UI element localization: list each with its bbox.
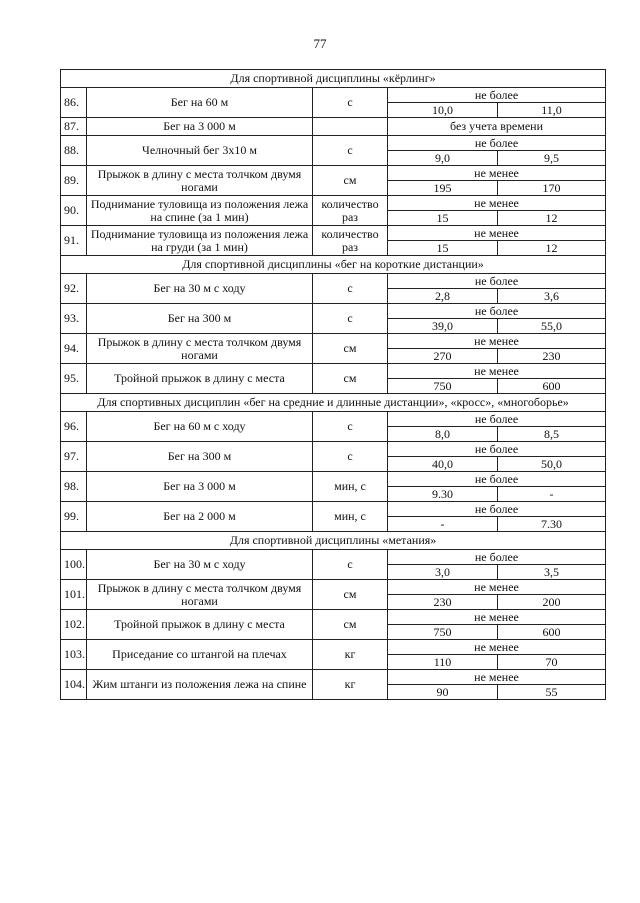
exercise-name: Прыжок в длину с места толчком двумя ногами — [87, 580, 313, 610]
section-header-row — [61, 394, 606, 412]
value-cell: 750 — [388, 379, 498, 394]
exercise-name: Прыжок в длину с места толчком двумя ногами — [87, 166, 313, 196]
row-number: 104. — [61, 670, 87, 700]
unit-cell: количество раз — [313, 196, 388, 226]
condition-cell: не менее — [388, 364, 606, 379]
unit-cell: мин, с — [313, 472, 388, 502]
table-row — [61, 226, 606, 241]
condition-cell: не более — [388, 274, 606, 289]
exercise-name: Бег на 3 000 м — [87, 118, 313, 136]
exercise-name: Прыжок в длину с места толчком двумя ногами — [87, 334, 313, 364]
unit-cell: см — [313, 580, 388, 610]
value-cell: 600 — [498, 379, 606, 394]
exercise-name: Тройной прыжок в длину с места — [87, 610, 313, 640]
condition-cell: не менее — [388, 670, 606, 685]
table-row — [61, 502, 606, 517]
row-number: 99. — [61, 502, 87, 532]
value-cell: - — [498, 487, 606, 502]
value-cell: 9,0 — [388, 151, 498, 166]
unit-cell: с — [313, 304, 388, 334]
value-cell: 15 — [388, 211, 498, 226]
exercise-name: Бег на 30 м с ходу — [87, 274, 313, 304]
value-cell: 195 — [388, 181, 498, 196]
unit-cell: мин, с — [313, 502, 388, 532]
value-cell: 8,5 — [498, 427, 606, 442]
table-row — [61, 196, 606, 211]
value-cell: 50,0 — [498, 457, 606, 472]
condition-cell: не менее — [388, 226, 606, 241]
value-cell: 15 — [388, 241, 498, 256]
value-cell: - — [388, 517, 498, 532]
table-row — [61, 640, 606, 655]
table-row — [61, 472, 606, 487]
condition-cell: не более — [388, 304, 606, 319]
value-cell: 3,0 — [388, 565, 498, 580]
row-number: 96. — [61, 412, 87, 442]
table-body — [61, 70, 606, 700]
unit-cell: с — [313, 442, 388, 472]
condition-cell: не менее — [388, 610, 606, 625]
value-cell: 9,5 — [498, 151, 606, 166]
value-cell: 70 — [498, 655, 606, 670]
table-row — [61, 412, 606, 427]
value-cell: 12 — [498, 211, 606, 226]
table-row — [61, 118, 606, 136]
row-number: 89. — [61, 166, 87, 196]
row-number: 98. — [61, 472, 87, 502]
value-cell: 3,5 — [498, 565, 606, 580]
table-row — [61, 274, 606, 289]
condition-cell: не менее — [388, 640, 606, 655]
table-row — [61, 166, 606, 181]
table-row — [61, 364, 606, 379]
exercise-name: Бег на 300 м — [87, 442, 313, 472]
exercise-name: Бег на 300 м — [87, 304, 313, 334]
condition-cell: не более — [388, 472, 606, 487]
exercise-name: Поднимание туловища из положения лежа на спине (за 1 мин) — [87, 196, 313, 226]
unit-cell: см — [313, 610, 388, 640]
condition-cell: не менее — [388, 166, 606, 181]
exercise-name: Поднимание туловища из положения лежа на груди (за 1 мин) — [87, 226, 313, 256]
value-cell: 12 — [498, 241, 606, 256]
value-cell: 110 — [388, 655, 498, 670]
condition-cell: не более — [388, 502, 606, 517]
row-number: 101. — [61, 580, 87, 610]
table-row — [61, 334, 606, 349]
condition-cell: без учета времени — [388, 118, 606, 136]
condition-cell: не менее — [388, 334, 606, 349]
row-number: 91. — [61, 226, 87, 256]
section-header-row — [61, 532, 606, 550]
value-cell: 39,0 — [388, 319, 498, 334]
row-number: 92. — [61, 274, 87, 304]
table-row — [61, 304, 606, 319]
value-cell: 55 — [498, 685, 606, 700]
condition-cell: не более — [388, 88, 606, 103]
table-row — [61, 550, 606, 565]
row-number: 86. — [61, 88, 87, 118]
value-cell: 40,0 — [388, 457, 498, 472]
value-cell: 200 — [498, 595, 606, 610]
unit-cell: кг — [313, 640, 388, 670]
exercise-name: Тройной прыжок в длину с места — [87, 364, 313, 394]
unit-cell: см — [313, 334, 388, 364]
section-header-row — [61, 256, 606, 274]
exercise-name: Челночный бег 3х10 м — [87, 136, 313, 166]
value-cell: 9.30 — [388, 487, 498, 502]
value-cell: 270 — [388, 349, 498, 364]
condition-cell: не более — [388, 550, 606, 565]
table-row — [61, 670, 606, 685]
table-row — [61, 442, 606, 457]
row-number: 90. — [61, 196, 87, 226]
table-row — [61, 88, 606, 103]
condition-cell: не более — [388, 136, 606, 151]
value-cell: 10,0 — [388, 103, 498, 118]
exercise-name: Бег на 3 000 м — [87, 472, 313, 502]
section-title: Для спортивной дисциплины «метания» — [61, 532, 606, 550]
section-title: Для спортивных дисциплин «бег на средние и длинные дистанции», «кросс», «многоборье» — [61, 394, 606, 412]
exercise-name: Приседание со штангой на плечах — [87, 640, 313, 670]
value-cell: 55,0 — [498, 319, 606, 334]
value-cell: 8,0 — [388, 427, 498, 442]
unit-cell: см — [313, 166, 388, 196]
table-row — [61, 136, 606, 151]
row-number: 95. — [61, 364, 87, 394]
unit-cell: см — [313, 364, 388, 394]
exercise-name: Бег на 30 м с ходу — [87, 550, 313, 580]
condition-cell: не менее — [388, 580, 606, 595]
value-cell: 230 — [498, 349, 606, 364]
condition-cell: не более — [388, 412, 606, 427]
table-row — [61, 580, 606, 595]
section-title: Для спортивной дисциплины «кёрлинг» — [61, 70, 606, 88]
section-title: Для спортивной дисциплины «бег на короткие дистанции» — [61, 256, 606, 274]
page-number: 77 — [313, 36, 327, 51]
unit-cell: с — [313, 136, 388, 166]
section-header-row — [61, 70, 606, 88]
value-cell: 2,8 — [388, 289, 498, 304]
exercise-name: Жим штанги из положения лежа на спине — [87, 670, 313, 700]
exercise-name: Бег на 60 м — [87, 88, 313, 118]
value-cell: 7.30 — [498, 517, 606, 532]
unit-cell: с — [313, 274, 388, 304]
exercise-name: Бег на 2 000 м — [87, 502, 313, 532]
row-number: 88. — [61, 136, 87, 166]
condition-cell: не более — [388, 442, 606, 457]
value-cell: 11,0 — [498, 103, 606, 118]
unit-cell — [313, 118, 388, 136]
row-number: 87. — [61, 118, 87, 136]
unit-cell: количество раз — [313, 226, 388, 256]
unit-cell: с — [313, 88, 388, 118]
value-cell: 170 — [498, 181, 606, 196]
norms-table — [60, 69, 606, 700]
value-cell: 750 — [388, 625, 498, 640]
table-row — [61, 610, 606, 625]
row-number: 94. — [61, 334, 87, 364]
value-cell: 230 — [388, 595, 498, 610]
exercise-name: Бег на 60 м с ходу — [87, 412, 313, 442]
row-number: 97. — [61, 442, 87, 472]
row-number: 102. — [61, 610, 87, 640]
unit-cell: кг — [313, 670, 388, 700]
value-cell: 3,6 — [498, 289, 606, 304]
value-cell: 600 — [498, 625, 606, 640]
unit-cell: с — [313, 550, 388, 580]
unit-cell: с — [313, 412, 388, 442]
row-number: 103. — [61, 640, 87, 670]
value-cell: 90 — [388, 685, 498, 700]
row-number: 93. — [61, 304, 87, 334]
condition-cell: не менее — [388, 196, 606, 211]
row-number: 100. — [61, 550, 87, 580]
